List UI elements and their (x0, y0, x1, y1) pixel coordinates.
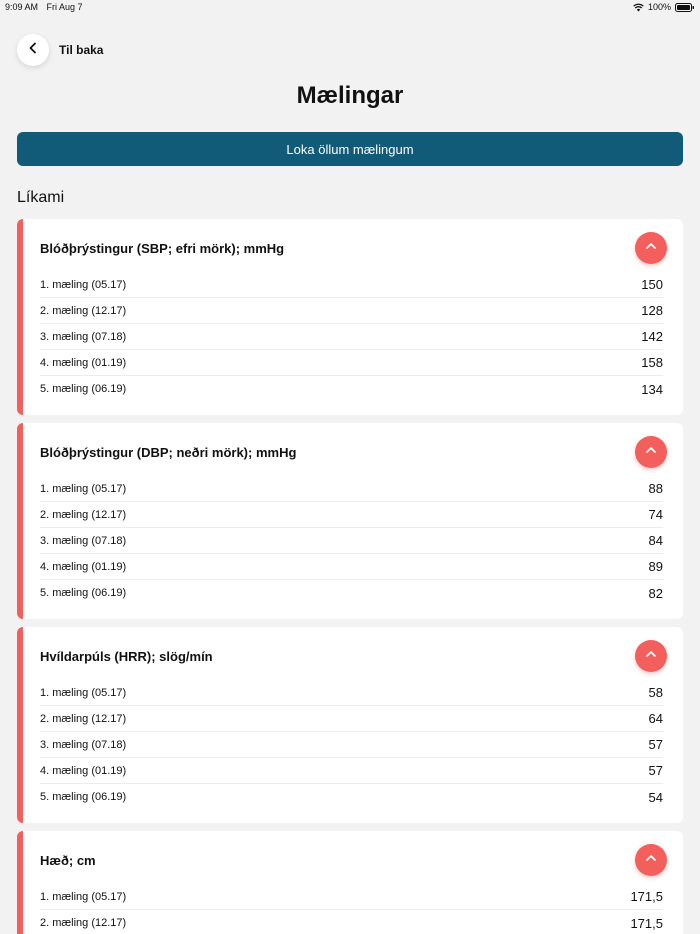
collapse-card-button[interactable] (635, 844, 667, 876)
measurement-card (17, 423, 683, 619)
measurement-row (40, 528, 663, 554)
measurement-list (40, 476, 663, 606)
measurement-label: 4. mæling (01.19) (40, 560, 127, 573)
measurement-row (40, 350, 663, 376)
measurement-value: 57 (648, 737, 663, 752)
measurement-label: 2. mæling (12.17) (40, 917, 127, 929)
measurement-row (40, 324, 663, 350)
measurement-row (40, 910, 663, 934)
section-title: Líkami (17, 189, 65, 206)
measurement-row (40, 784, 663, 810)
measurement-label: 1. mæling (05.17) (40, 686, 127, 699)
measurement-card (17, 219, 683, 415)
measurement-value: 84 (648, 533, 663, 548)
card-accent-bar (17, 831, 23, 934)
measurement-value: 88 (648, 481, 663, 496)
collapse-card-button[interactable] (635, 436, 667, 468)
chevron-up-icon (645, 443, 657, 461)
measurement-value: 128 (641, 303, 663, 318)
measurement-row (40, 502, 663, 528)
card-accent-bar (17, 627, 23, 823)
status-time: 9:09 AM (5, 2, 39, 12)
card-title: Blóðþrýstingur (SBP; efri mörk); mmHg (40, 241, 285, 256)
battery-percent: 100% (647, 2, 671, 12)
measurement-label: 5. mæling (06.19) (40, 587, 127, 599)
close-all-measurements-button[interactable]: Loka öllum mælingum (17, 132, 683, 166)
measurement-row (40, 732, 663, 758)
collapse-card-button[interactable] (635, 232, 667, 264)
measurement-value: 58 (648, 685, 663, 700)
back-button[interactable] (17, 34, 49, 66)
measurement-row (40, 758, 663, 784)
measurement-value: 171,5 (630, 889, 663, 904)
measurement-label: 1. mæling (05.17) (40, 890, 127, 903)
card-title: Hvíldarpúls (HRR); slög/mín (40, 649, 213, 664)
measurement-value: 64 (648, 711, 663, 726)
measurement-row (40, 476, 663, 502)
status-left (5, 2, 89, 12)
measurement-label: 2. mæling (12.17) (40, 304, 127, 317)
card-title: Hæð; cm (40, 853, 96, 868)
card-accent-bar (17, 423, 23, 619)
measurement-list (40, 884, 663, 934)
measurement-row (40, 554, 663, 580)
card-accent-bar (17, 219, 23, 415)
measurement-card (17, 831, 683, 934)
measurement-value: 57 (648, 763, 663, 778)
measurement-label: 5. mæling (06.19) (40, 791, 127, 803)
measurement-row (40, 706, 663, 732)
card-title: Blóðþrýstingur (DBP; neðri mörk); mmHg (40, 445, 297, 460)
measurement-row (40, 680, 663, 706)
measurement-label: 1. mæling (05.17) (40, 278, 127, 291)
status-date: Fri Aug 7 (46, 2, 83, 12)
measurement-label: 4. mæling (01.19) (40, 764, 127, 777)
measurement-value: 134 (641, 381, 663, 397)
measurement-value: 150 (641, 277, 663, 292)
measurement-row (40, 580, 663, 606)
measurement-label: 2. mæling (12.17) (40, 508, 127, 521)
status-right (633, 2, 695, 12)
chevron-up-icon (645, 239, 657, 257)
measurement-value: 142 (641, 329, 663, 344)
measurement-value: 74 (648, 507, 663, 522)
measurement-list (40, 272, 663, 402)
page-title: Mælingar (296, 82, 404, 109)
measurement-label: 3. mæling (07.18) (40, 738, 127, 751)
chevron-up-icon (645, 851, 657, 869)
status-bar (0, 0, 700, 14)
measurement-row (40, 298, 663, 324)
collapse-card-button[interactable] (635, 640, 667, 672)
measurement-row (40, 272, 663, 298)
measurement-row (40, 376, 663, 402)
measurement-cards (17, 219, 683, 934)
measurement-value: 158 (641, 355, 663, 370)
battery-icon (675, 3, 695, 12)
measurement-label: 3. mæling (07.18) (40, 330, 127, 343)
measurement-label: 3. mæling (07.18) (40, 534, 127, 547)
measurement-value: 171,5 (630, 915, 663, 931)
back-label[interactable]: Til baka (59, 43, 104, 57)
chevron-left-icon (27, 41, 39, 59)
measurement-list (40, 680, 663, 810)
measurement-value: 54 (648, 789, 663, 805)
measurement-value: 82 (648, 585, 663, 601)
measurement-label: 2. mæling (12.17) (40, 712, 127, 725)
measurement-row (40, 884, 663, 910)
measurement-label: 1. mæling (05.17) (40, 482, 127, 495)
chevron-up-icon (645, 647, 657, 665)
measurement-value: 89 (648, 559, 663, 574)
wifi-icon (633, 3, 644, 12)
measurement-label: 5. mæling (06.19) (40, 383, 127, 395)
measurement-card (17, 627, 683, 823)
measurement-label: 4. mæling (01.19) (40, 356, 127, 369)
